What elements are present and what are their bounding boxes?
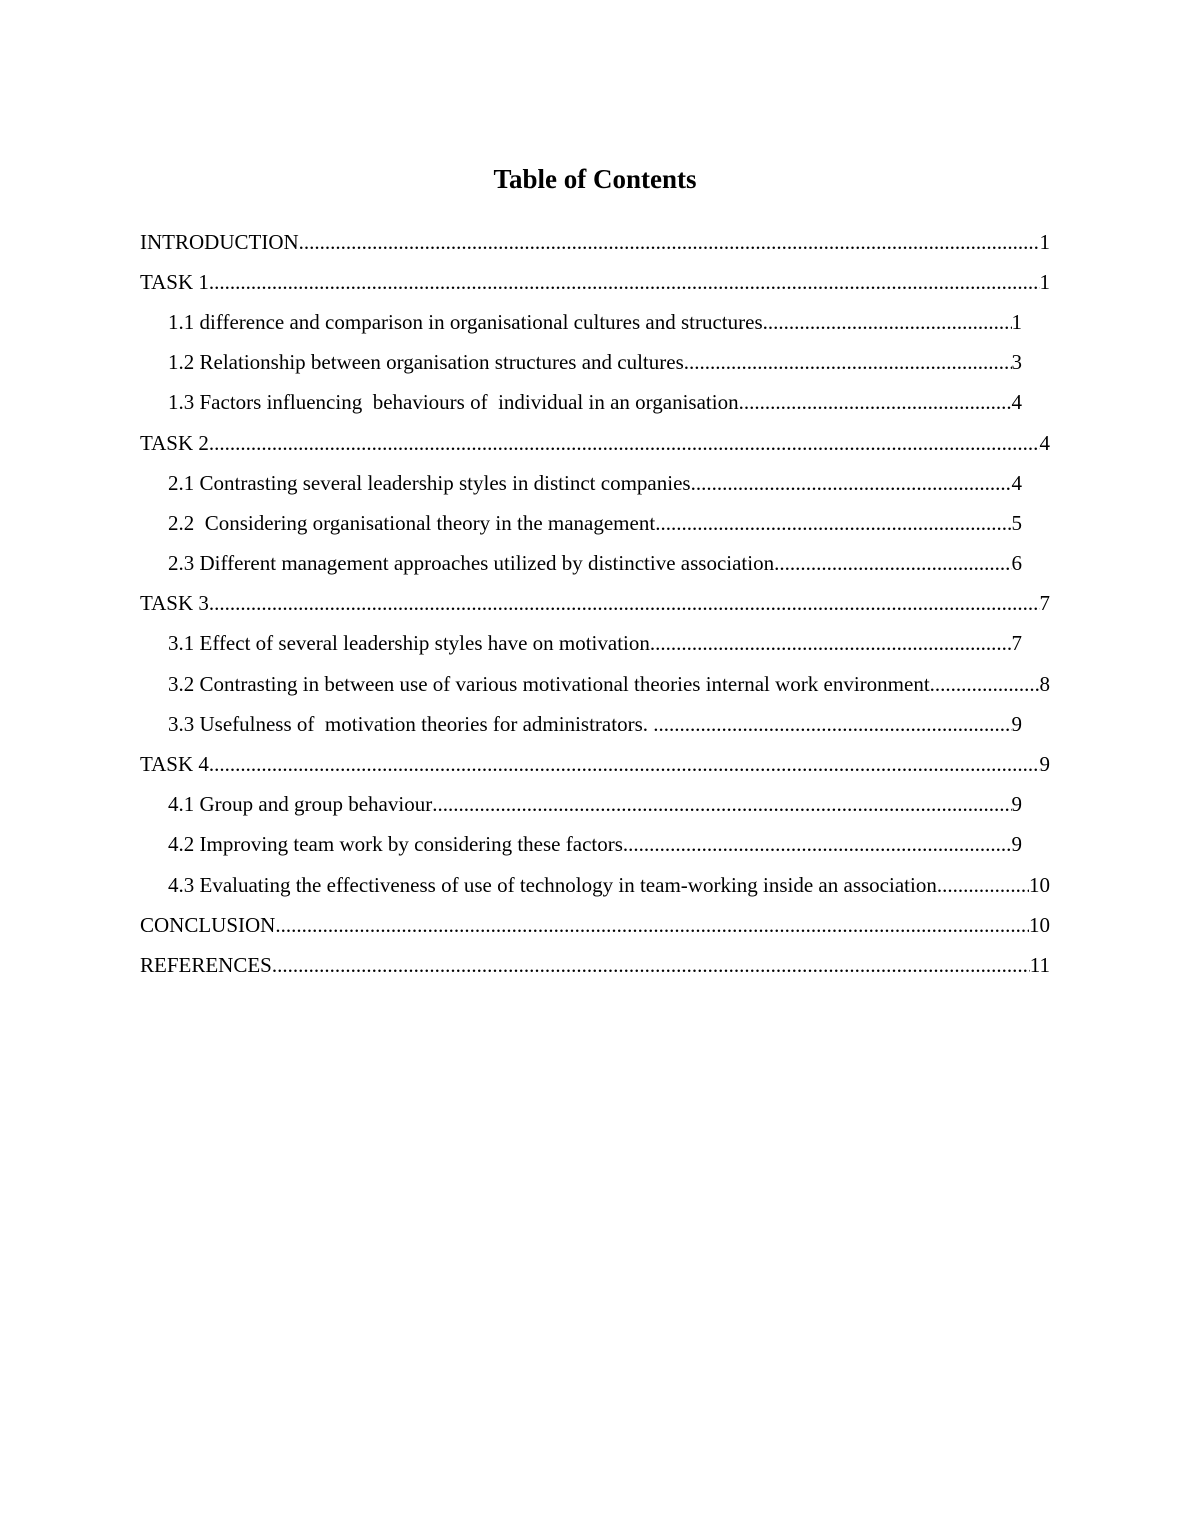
toc-entry-label: 1.3 Factors influencing behaviours of individual in an organisation bbox=[168, 390, 739, 415]
dot-leader bbox=[623, 832, 1012, 857]
toc-entry-page: 7 bbox=[1011, 631, 1022, 656]
toc-title: Table of Contents bbox=[493, 164, 697, 194]
toc-entry-label: TASK 1 bbox=[140, 269, 209, 294]
toc-entry-label: 2.2 Considering organisational theory in the management bbox=[168, 510, 656, 535]
toc-entry-label: 3.3 Usefulness of motivation theories for administrators. bbox=[168, 711, 654, 736]
toc-entry-page: 1 bbox=[1011, 309, 1022, 334]
dot-leader bbox=[655, 511, 1011, 536]
toc-entry-3-3[interactable] bbox=[168, 704, 1022, 744]
dot-leader bbox=[272, 953, 1030, 978]
toc-entry-label: 3.2 Contrasting in between use of various motivational theories internal work environment bbox=[168, 671, 930, 696]
toc-entry-4-2[interactable] bbox=[168, 825, 1022, 865]
dot-leader bbox=[275, 913, 1029, 938]
toc-entry-page: 4 bbox=[1039, 430, 1050, 455]
toc-entry-label: 3.1 Effect of several leadership styles have on motivation bbox=[168, 631, 650, 656]
toc-entry-2-1[interactable] bbox=[168, 463, 1022, 503]
toc-entry-task-4[interactable] bbox=[140, 744, 1050, 784]
dot-leader bbox=[739, 390, 1012, 415]
dot-leader bbox=[432, 792, 1011, 817]
toc-entry-label: TASK 3 bbox=[140, 591, 209, 616]
dot-leader bbox=[209, 431, 1040, 456]
toc-entry-label: TASK 2 bbox=[140, 430, 209, 455]
toc-entry-label: TASK 4 bbox=[140, 752, 209, 777]
toc-entry-4-1[interactable] bbox=[168, 785, 1022, 825]
toc-entry-page: 10 bbox=[1029, 912, 1050, 937]
toc-entry-page: 1 bbox=[1039, 229, 1050, 254]
dot-leader bbox=[209, 752, 1040, 777]
toc-entry-page: 1 bbox=[1039, 269, 1050, 294]
toc-entry-page: 5 bbox=[1011, 510, 1022, 535]
dot-leader bbox=[209, 591, 1040, 616]
toc-entry-label: 2.1 Contrasting several leadership styles in distinct companies bbox=[168, 470, 691, 495]
toc-entry-page: 9 bbox=[1011, 711, 1022, 736]
toc-entry-page: 11 bbox=[1029, 952, 1050, 977]
dot-leader bbox=[209, 270, 1040, 295]
toc-entry-task-1[interactable] bbox=[140, 262, 1050, 302]
toc-entry-2-2[interactable] bbox=[168, 503, 1022, 543]
toc-entry-2-3[interactable] bbox=[168, 544, 1022, 584]
toc-entry-4-3[interactable] bbox=[168, 865, 1050, 905]
toc-entry-label: CONCLUSION bbox=[140, 912, 276, 937]
toc-entry-label: 1.2 Relationship between organisation structures and cultures bbox=[168, 350, 684, 375]
toc-entry-label: REFERENCES bbox=[140, 952, 272, 977]
table-of-contents bbox=[140, 222, 1050, 986]
toc-entry-3-2[interactable] bbox=[168, 664, 1050, 704]
toc-entry-label: INTRODUCTION bbox=[140, 229, 299, 254]
toc-entry-page: 9 bbox=[1039, 752, 1050, 777]
toc-entry-page: 9 bbox=[1011, 792, 1022, 817]
toc-entry-label: 1.1 difference and comparison in organisational cultures and structures bbox=[168, 309, 763, 334]
toc-entry-label: 4.3 Evaluating the effectiveness of use of technology in team-working inside an association bbox=[168, 872, 937, 897]
toc-entry-1-3[interactable] bbox=[168, 383, 1022, 423]
toc-entry-label: 4.2 Improving team work by considering these factors bbox=[168, 832, 623, 857]
dot-leader bbox=[763, 310, 1012, 335]
dot-leader bbox=[650, 631, 1012, 656]
dot-leader bbox=[684, 350, 1012, 375]
toc-entry-page: 4 bbox=[1011, 390, 1022, 415]
toc-entry-3-1[interactable] bbox=[168, 624, 1022, 664]
toc-entry-page: 6 bbox=[1011, 551, 1022, 576]
dot-leader bbox=[691, 471, 1012, 496]
toc-entry-page: 4 bbox=[1011, 470, 1022, 495]
dot-leader bbox=[937, 873, 1029, 898]
toc-entry-1-1[interactable] bbox=[168, 302, 1022, 342]
dot-leader bbox=[299, 230, 1040, 255]
toc-entry-conclusion[interactable] bbox=[140, 905, 1050, 945]
toc-entry-page: 9 bbox=[1011, 832, 1022, 857]
dot-leader bbox=[774, 551, 1011, 576]
toc-entry-page: 7 bbox=[1039, 591, 1050, 616]
toc-entry-page: 3 bbox=[1011, 350, 1022, 375]
toc-entry-task-2[interactable] bbox=[140, 423, 1050, 463]
toc-entry-references[interactable] bbox=[140, 945, 1050, 985]
toc-entry-task-3[interactable] bbox=[140, 584, 1050, 624]
toc-entry-1-2[interactable] bbox=[168, 343, 1022, 383]
dot-leader bbox=[653, 712, 1011, 737]
toc-entry-page: 8 bbox=[1039, 671, 1050, 696]
toc-entry-introduction[interactable] bbox=[140, 222, 1050, 262]
toc-entry-page: 10 bbox=[1029, 872, 1050, 897]
dot-leader bbox=[930, 672, 1040, 697]
toc-entry-label: 2.3 Different management approaches utilized by distinctive association bbox=[168, 551, 775, 576]
toc-entry-label: 4.1 Group and group behaviour bbox=[168, 792, 433, 817]
